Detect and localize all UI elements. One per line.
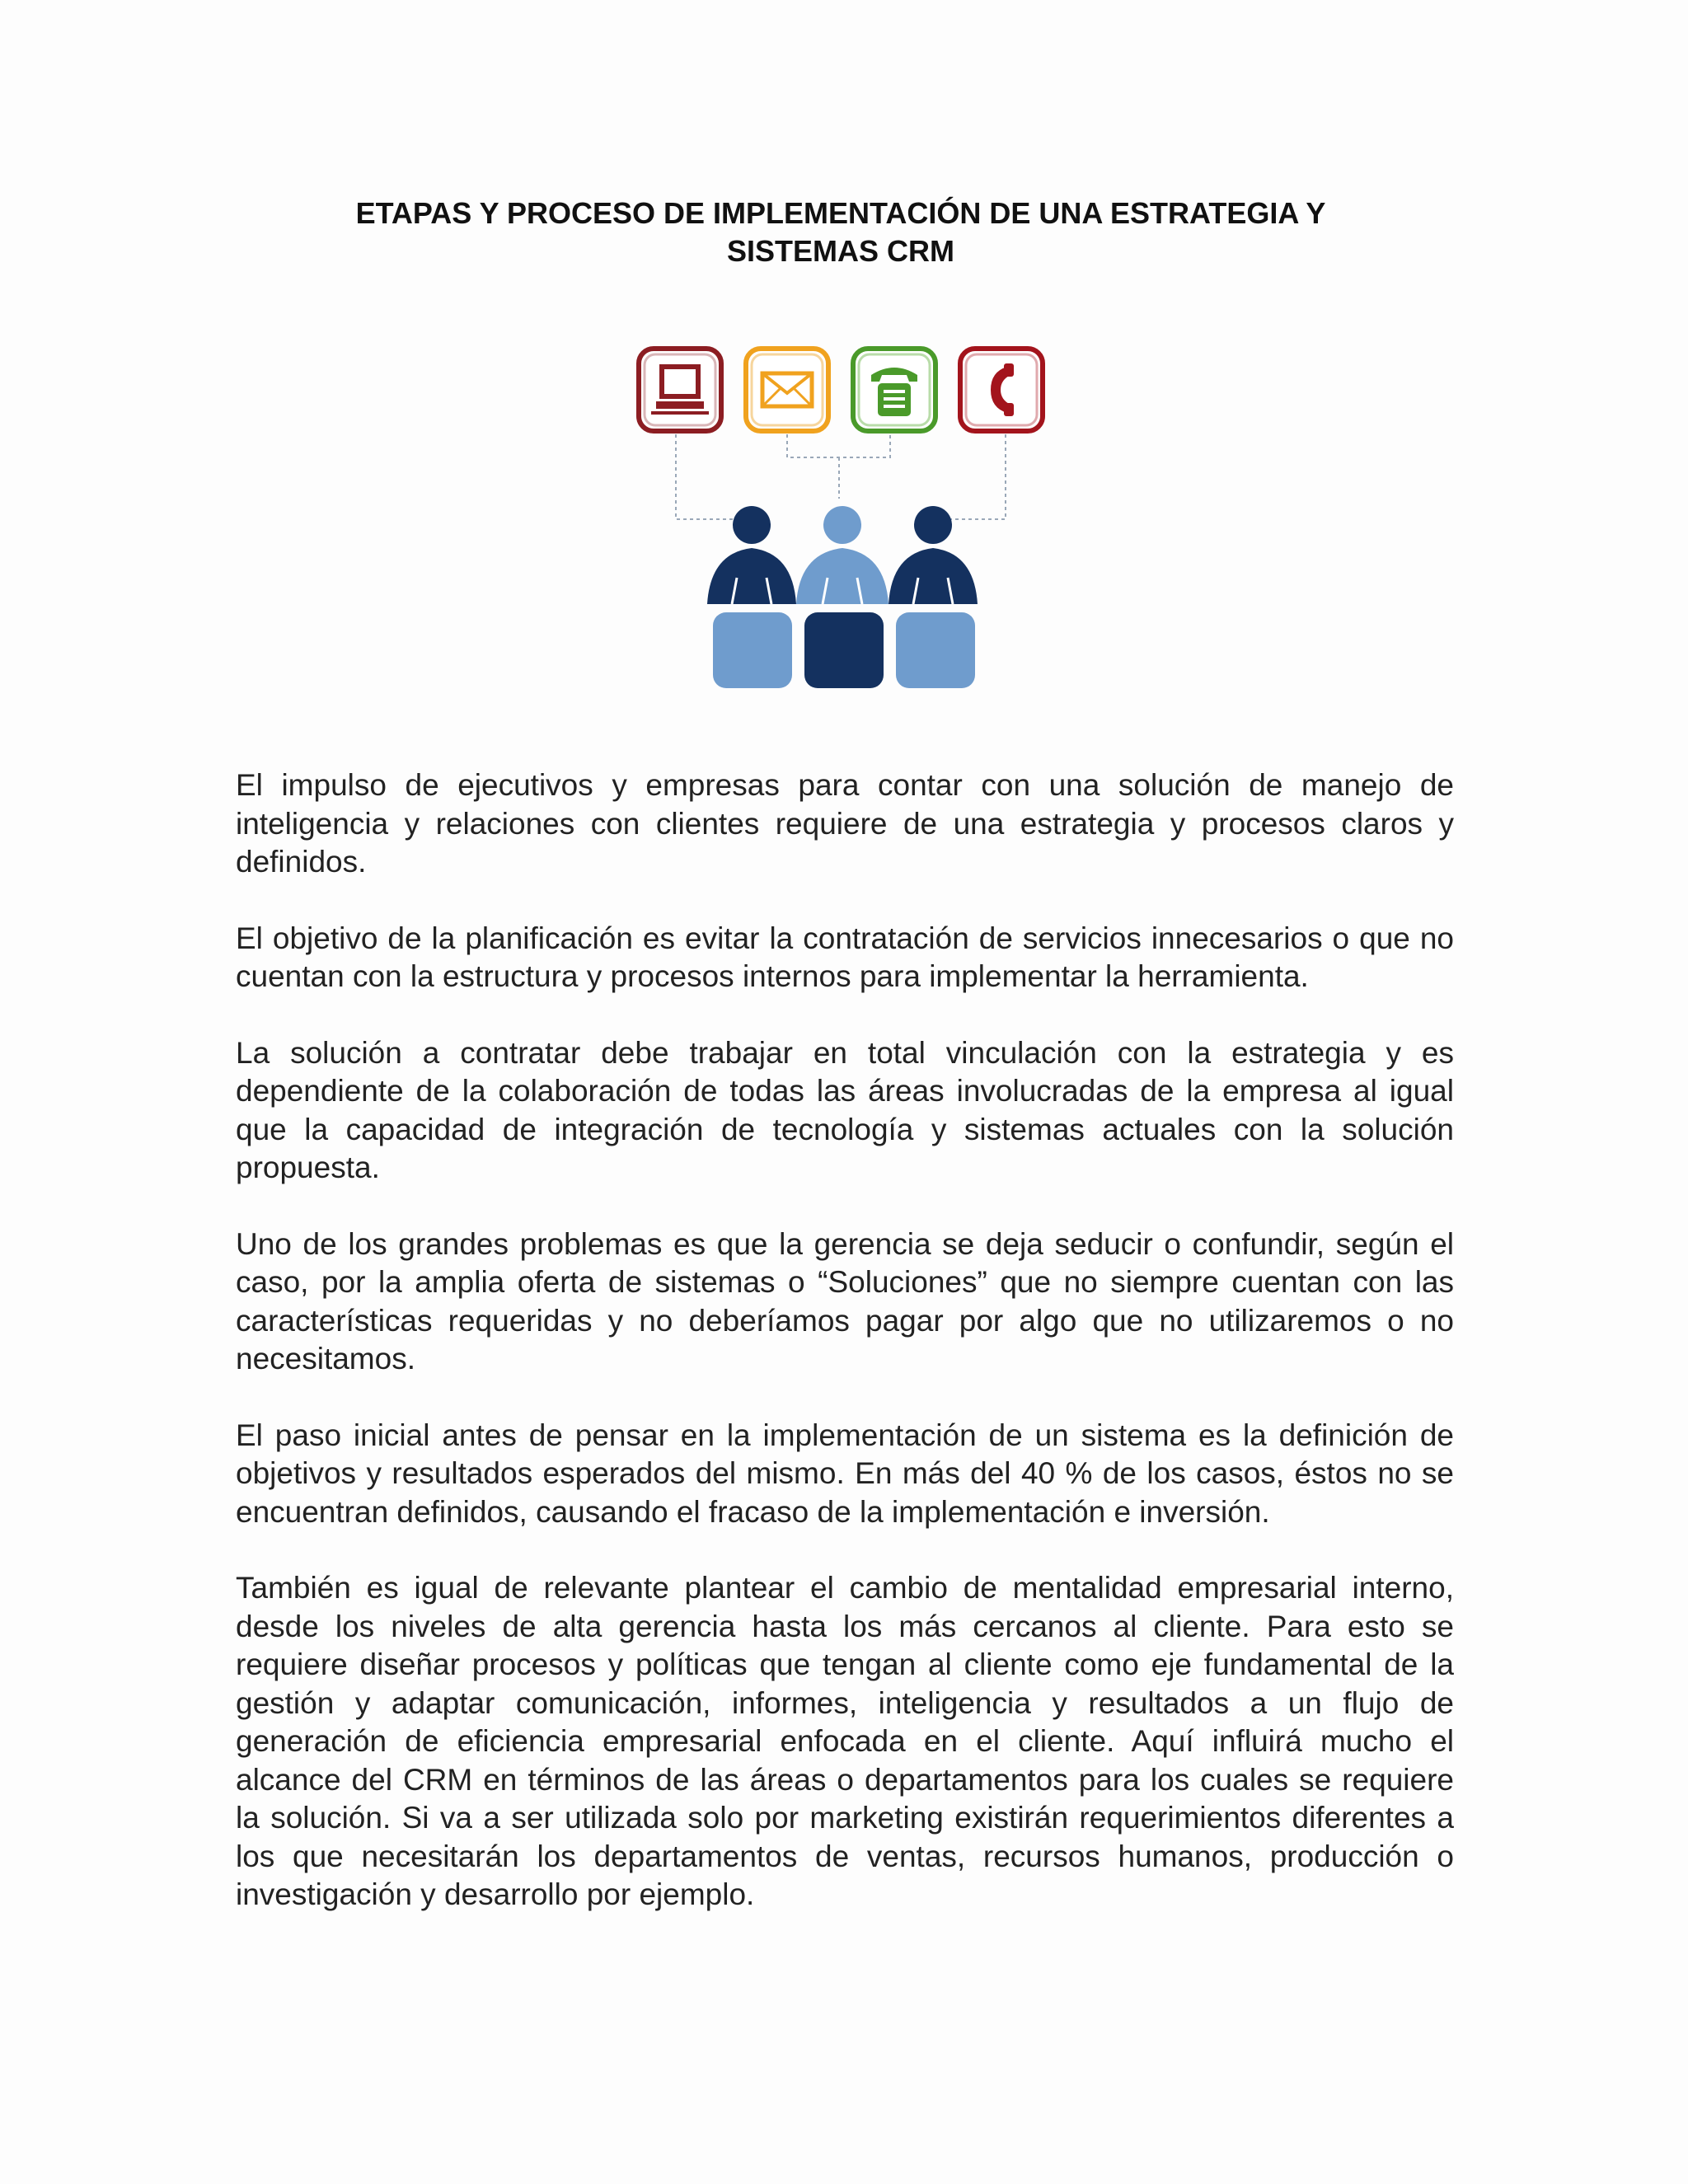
paragraph: El objetivo de la planificación es evitar la contratación de servicios innecesarios o que no cuentan con la estructura y procesos internos para implementar la herramienta. — [236, 921, 1454, 993]
paragraph: También es igual de relevante plantear el cambio de mentalidad empresarial interno, desde los niveles de alta gerencia hasta los más cercanos al cliente. Para esto se requiere diseñar procesos y políticas que tengan al cliente como eje fundamental de la gestión y adaptar comunicación, informes, inteligencia y resultados a un flujo de generación de eficiencia empresarial enfocada en el cliente. Aquí influirá mucho el alcance del CRM en términos de las áreas o departamentos para los cuales se requiere la solución. Si va a ser utilizada solo por marketing existirán requerimientos diferentes a los que necesitarán los departamentos de ventas, recursos humanos, producción o investigación y desarrollo por ejemplo. — [236, 1571, 1454, 1911]
desk-right — [896, 612, 975, 688]
person-center-head — [823, 506, 861, 544]
person-left-head — [733, 506, 771, 544]
desk-left — [713, 612, 792, 688]
paragraph: El impulso de ejecutivos y empresas para contar con una solución de manejo de inteligencia y relaciones con clientes requiere de una estrategia y procesos claros y definidos. — [236, 768, 1454, 879]
crm-illustration — [635, 342, 1055, 696]
person-right-body — [889, 548, 978, 604]
person-left-body — [707, 548, 796, 604]
title-line-1: ETAPAS Y PROCESO DE IMPLEMENTACIÓN DE UNA ESTRATEGIA Y — [355, 196, 1326, 230]
paragraph: El paso inicial antes de pensar en la implementación de un sistema es la definición de objetivos y resultados esperados del mismo. En más del 40 % de los casos, éstos no se encuentran definidos, causando el fracaso de la implementación e inversión. — [236, 1418, 1454, 1529]
person-right-head — [914, 506, 952, 544]
fax-icon — [853, 349, 935, 431]
computer-icon — [639, 349, 721, 431]
desk-center — [804, 612, 884, 688]
mail-icon — [746, 349, 828, 431]
page-title — [272, 194, 1409, 270]
paragraph: Uno de los grandes problemas es que la gerencia se deja seducir o confundir, según el caso, por la amplia oferta de sistemas o “Soluciones” que no siempre cuentan con las características requeridas y no deberíamos pagar por algo que no utilizaremos o no necesitamos. — [236, 1226, 1454, 1376]
body-text — [236, 766, 1454, 1952]
person-center-body — [796, 548, 889, 604]
title-line-2: SISTEMAS CRM — [726, 234, 954, 268]
phone-icon — [960, 349, 1043, 431]
paragraph: La solución a contratar debe trabajar en total vinculación con la estrategia y es dependiente de la colaboración de todas las áreas involucradas de la empresa al igual que la capacidad de integración de tecnología y sistemas actuales con la solución propuesta. — [236, 1035, 1454, 1184]
